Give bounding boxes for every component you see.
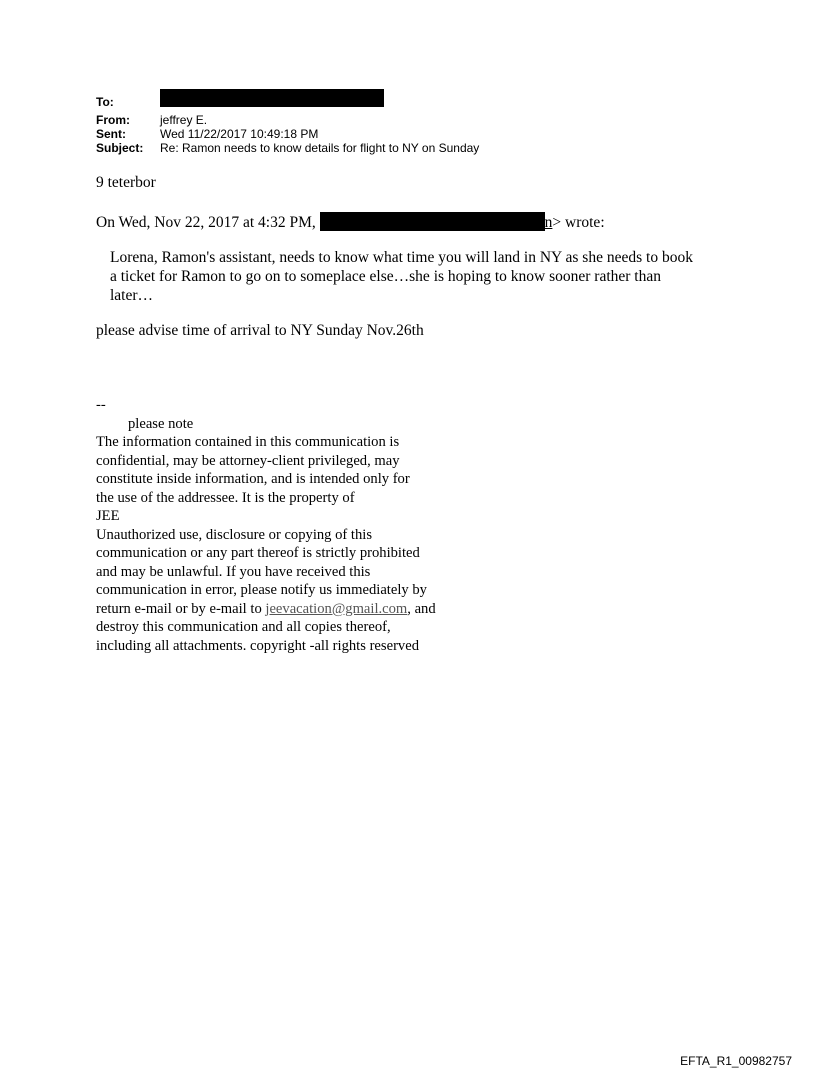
quote-intro-prefix: On Wed, Nov 22, 2017 at 4:32 PM, xyxy=(96,214,316,231)
footer-line: constitute inside information, and is intended only for xyxy=(96,471,410,487)
footer-line: destroy this communication and all copies thereof, xyxy=(96,619,391,635)
subject-label: Subject: xyxy=(96,141,144,155)
quote-intro-tail: n xyxy=(544,214,553,231)
footer-line: the use of the addressee. It is the property of xyxy=(96,489,355,506)
footer-email-line xyxy=(96,600,436,619)
quote-intro-suffix: > wrote: xyxy=(552,214,605,231)
from-value: jeffrey E. xyxy=(160,113,208,127)
footer-line: including all attachments. copyright -all rights reserved xyxy=(96,637,419,654)
sent-label: Sent: xyxy=(96,127,126,141)
header-subject-row xyxy=(96,141,479,155)
to-label: To: xyxy=(96,95,114,109)
sent-value: Wed 11/22/2017 10:49:18 PM xyxy=(160,127,319,141)
header-sent-row xyxy=(96,127,479,141)
advise-text: please advise time of arrival to NY Sunday Nov.26th xyxy=(96,322,424,339)
quoted-line: a ticket for Ramon to go on to someplace else…she is hoping to know sooner rather than xyxy=(110,268,661,285)
quoted-line: Lorena, Ramon's assistant, needs to know what time you will land in NY as she needs to book xyxy=(110,249,693,266)
quoted-line: later… xyxy=(110,287,154,304)
return-suffix: , and xyxy=(407,600,436,617)
footer-line: confidential, may be attorney-client privileged, may xyxy=(96,452,400,469)
footer-line: Unauthorized use, disclosure or copying of this xyxy=(96,526,373,543)
footer-line: communication in error, please notify us immediately by xyxy=(96,582,427,598)
footer-line: The information contained in this communication is xyxy=(96,434,400,450)
subject-value: Re: Ramon needs to know details for flight to NY on Sunday xyxy=(160,141,480,155)
header-to-row xyxy=(96,95,479,113)
header-from-row xyxy=(96,113,479,127)
footer-line: and may be unlawful. If you have received this xyxy=(96,563,371,580)
quoted-message xyxy=(110,248,720,305)
footer-line: JEE xyxy=(96,508,120,524)
redaction-bar-sender xyxy=(320,212,545,231)
quote-intro xyxy=(96,212,605,232)
document-id: EFTA_R1_00982757 xyxy=(680,1054,792,1068)
from-label: From: xyxy=(96,113,130,127)
email-link[interactable]: jeevacation@gmail.com xyxy=(265,600,408,617)
redaction-bar-recipient xyxy=(160,89,384,107)
confidentiality-footer xyxy=(96,396,436,655)
email-header xyxy=(96,95,479,155)
footer-line: communication or any part thereof is strictly prohibited xyxy=(96,545,420,561)
return-prefix: return e-mail or by e-mail to xyxy=(96,600,266,617)
reply-text: 9 teterbor xyxy=(96,174,156,191)
please-note: please note xyxy=(128,415,194,432)
signature-separator: -- xyxy=(96,397,106,413)
